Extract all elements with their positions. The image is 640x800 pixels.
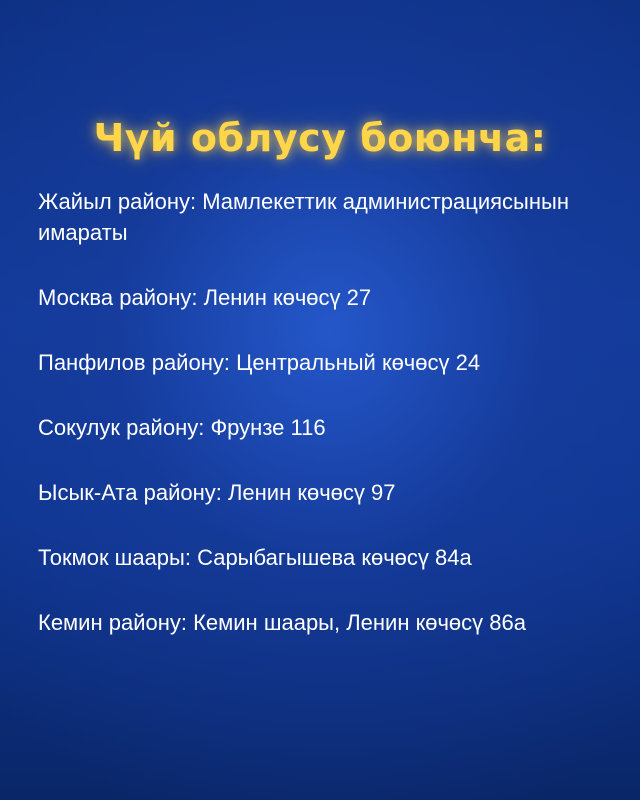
page-title: Чүй облусу боюнча:: [93, 116, 547, 160]
list-item-panfilov: Панфилов району: Центральный көчөсү 24: [38, 350, 481, 375]
list-item-ysyk-ata: Ысык-Ата району: Ленин көчөсү 97: [38, 480, 396, 505]
list-item-sokuluk: Сокулук району: Фрунзе 116: [38, 415, 326, 440]
list-item-jaiyl: Жайыл району: Мамлекеттик администрациясынын имараты: [38, 189, 569, 245]
address-list: [38, 186, 618, 672]
list-item-tokmok: Токмок шаары: Сарыбагышева көчөсү 84а: [38, 545, 472, 570]
list-item-moskva: Москва району: Ленин көчөсү 27: [38, 285, 372, 310]
list-item-kemin: Кемин району: Кемин шаары, Ленин көчөсү 86а: [38, 610, 526, 635]
